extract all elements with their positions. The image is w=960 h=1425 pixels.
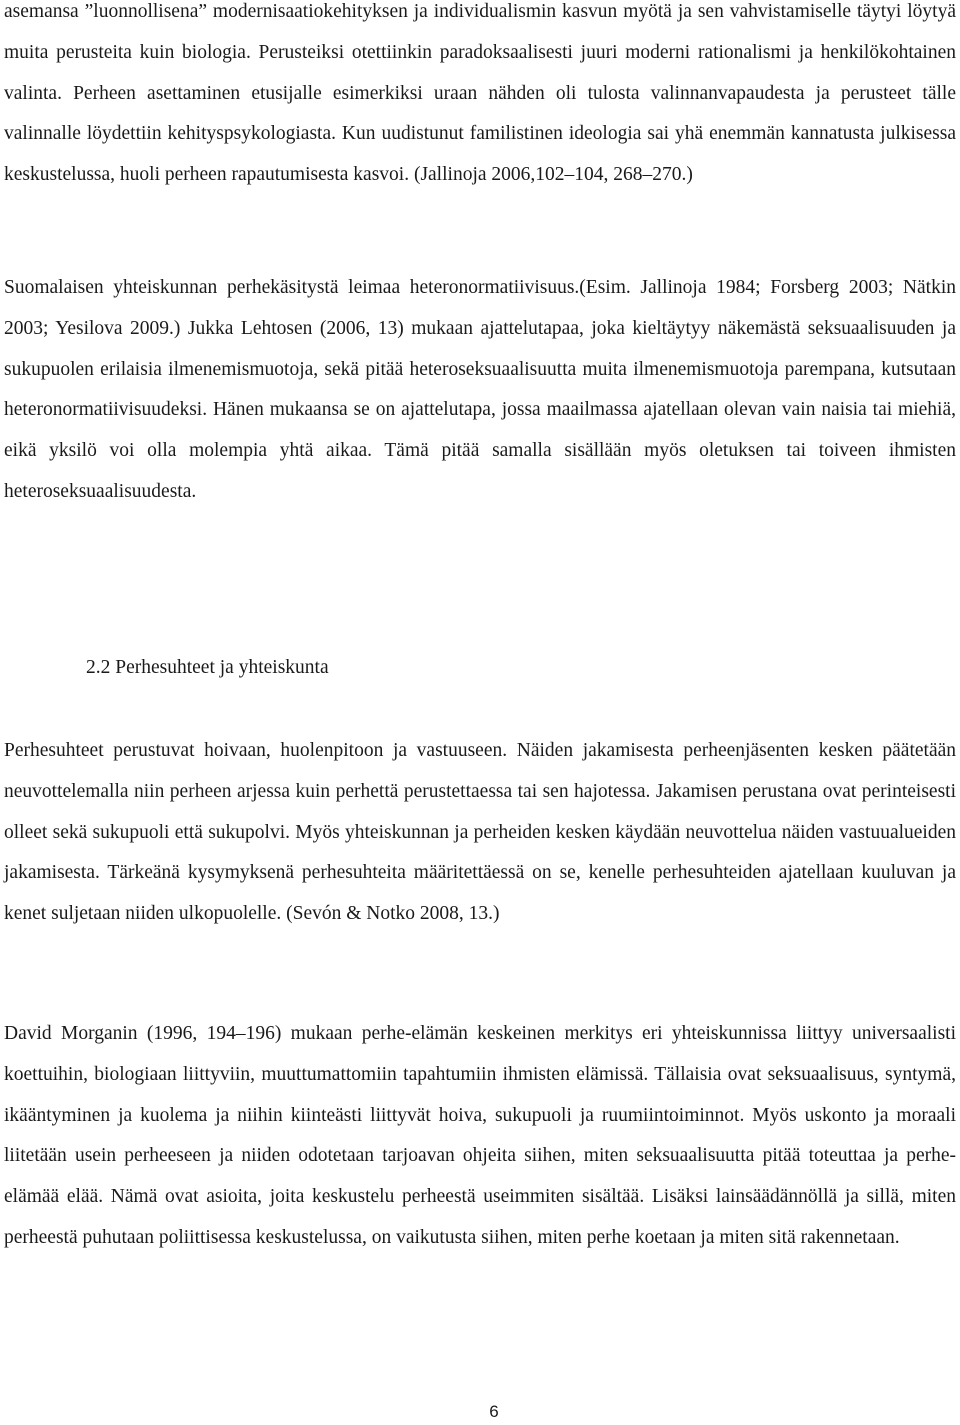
body-paragraph-2: Suomalaisen yhteiskunnan perhekäsitystä leimaa heteronormatiivisuus.(Esim. Jallinoja 1984; Forsberg 2003; Nätkin 2003; Yesilova 2009.) Jukka Lehtosen (2006, 13) mukaan ajattelutapaa, joka kieltäytyy näkemästä seksuaalisuuden ja sukupuolen erilaisia ilmenemismuotoja, sekä pitää heteroseksuaalisuutta muita ilmenemismuotoja parempana, kutsutaan heteronormatiivisuudeksi. Hänen mukaansa se on ajattelutapa, jossa maailmassa ajatellaan olevan vain naisia tai miehiä, eikä yksilö voi olla molempia yhtä aikaa. Tämä pitää samalla sisällään myös oletuksen tai toiveen ihmisten heteroseksuaalisuudesta. [4,277,956,502]
body-paragraph-1: asemansa ”luonnollisena” modernisaatiokehityksen ja individualismin kasvun myötä ja sen vahvistamiselle täytyi löytyä muita perusteita kuin biologia. Perusteiksi otettiinkin paradoksaalisesti juuri moderni rationalismi ja henkilökohtainen valinta. Perheen asettaminen etusijalle esimerkiksi uraan nähden oli tulosta valinnanvapaudesta ja perusteet tälle valinnalle löydettiin kehityspsykologiasta. Kun uudistunut familistinen ideologia sai yhä enemmän kannatusta julkisessa keskustelussa, huoli perheen rapautumisesta kasvoi. (Jallinoja 2006,102–104, 268–270.) [4,1,956,186]
body-paragraph-3: Perhesuhteet perustuvat hoivaan, huolenpitoon ja vastuuseen. Näiden jakamisesta perheenjäsenten kesken päätetään neuvottelemalla niin perheen arjessa kuin perhettä perustettaessa tai sen hajotessa. Jakamisen perustana ovat perinteisesti olleet sekä sukupuoli että sukupolvi. Myös yhteiskunnan ja perheiden kesken käydään neuvottelua näiden vastuualueiden jakamisesta. Tärkeänä kysymyksenä perhesuhteita määritettäessä on se, kenelle perhesuhteiden ajatellaan kuuluvan ja kenet suljetaan niiden ulkopuolelle. (Sevón & Notko 2008, 13.) [4,740,956,925]
page-number: 6 [489,1402,499,1421]
body-paragraph-4: David Morganin (1996, 194–196) mukaan perhe-elämän keskeinen merkitys eri yhteiskunnissa liittyy universaalisti koettuihin, biologiaan liittyviin, muuttumattomiin tapahtumiin ihmisten elämissä. Tällaisia ovat seksuaalisuus, syntymä, ikääntyminen ja kuolema ja niihin kiinteästi liittyvät hoiva, sukupuoli ja ruumiintoiminnot. Myös uskonto ja moraali liitetään usein perheeseen ja niiden odotetaan tarjoavan ohjeita siihen, miten seksuaalisuutta pitää toteuttaa ja perhe-elämää elää. Nämä ovat asioita, joita keskustelu perheestä useimmiten sisältää. Lisäksi lainsäädännöllä ja sillä, miten perheestä puhutaan poliittisessa keskustelussa, on vaikutusta siihen, miten perhe koetaan ja miten sitä rakennetaan. [4,1023,956,1248]
section-heading: 2.2 Perhesuhteet ja yhteiskunta [86,657,329,678]
